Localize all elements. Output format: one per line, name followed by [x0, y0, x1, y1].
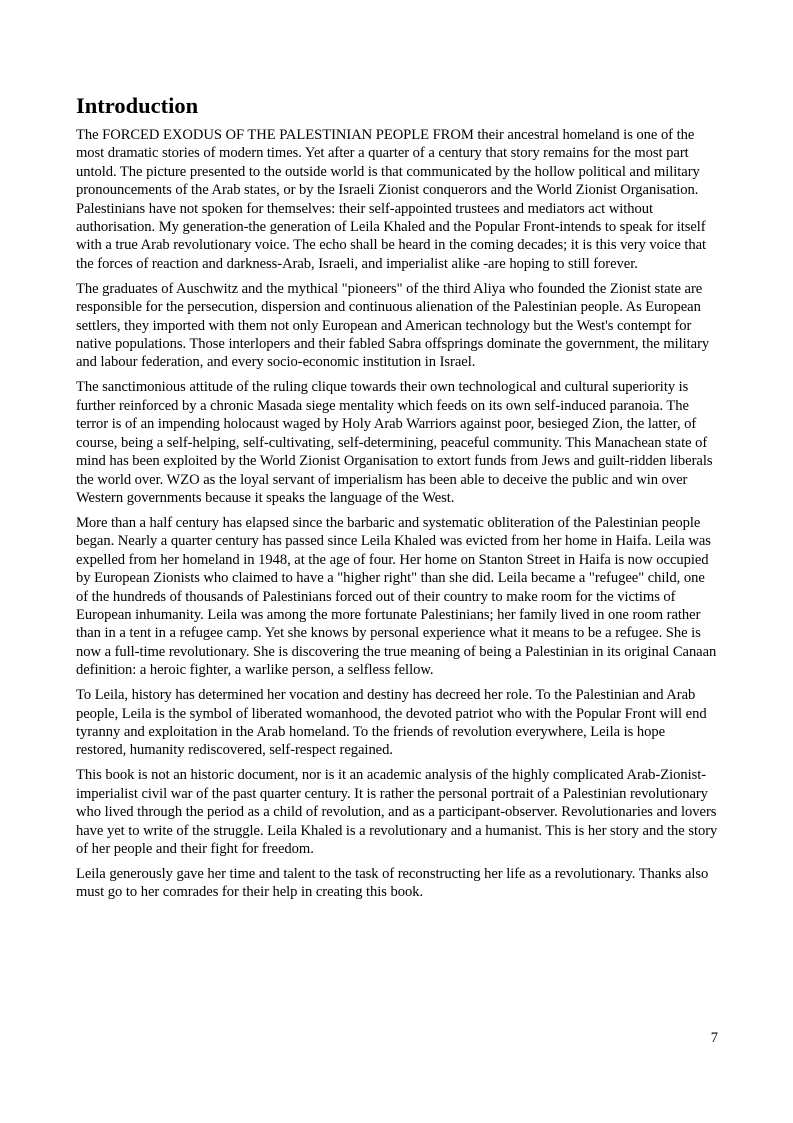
paragraph-7: Leila generously gave her time and talent to the task of reconstructing her life as a revolutionary. Thanks also must go to her comrades for their help in creating this book.	[76, 866, 709, 901]
paragraph-4: More than a half century has elapsed since the barbaric and systematic obliteration of the Palestinian people began. Nearly a quarter century has passed since Leila Khaled was evicted from her home in Haifa. Leila was expelled from her homeland in 1948, at the age of four. Her home on Stanton Street in Haifa is now occupied by European Zionists who claimed to have a "higher right" than she did. Leila became a "refugee" child, one of the hundreds of thousands of Palestinians forced out of their country to make room for the victims of European inhumanity. Leila was among the more fortunate Palestinians; her family lived in one room rather than in a tent in a refugee camp. Yet she knows by personal experience what it means to be a refugee. She is now a full-time revolutionary. She is discovering the true meaning of being a Palestinian in its original Canaan definition: a heroic fighter, a warlike person, a selfless fellow.	[76, 514, 717, 679]
page-number: 7	[710, 1030, 718, 1046]
paragraph-3: The sanctimonious attitude of the ruling clique towards their own technological and cultural superiority is further reinforced by a chronic Masada siege mentality which feeds on its own self-induced paranoia. The terror is of an impending holocaust waged by Holy Arab Warriors against poor, besieged Zion, the latter, of course, being a self-helping, self-cultivating, self-determining, peaceful community. This Manachean state of mind has been exploited by the World Zionist Organisation to extort funds from Jews and guilt-ridden liberals the world over. WZO as the loyal servant of imperialism has been able to deceive the public and win over Western governments because it speaks the language of the West.	[76, 379, 713, 506]
paragraph-5: To Leila, history has determined her vocation and destiny has decreed her role. To the Palestinian and Arab people, Leila is the symbol of liberated womanhood, the devoted patriot who with the Popular Front will end tyranny and exploitation in the Arab homeland. To the friends of revolution everywhere, Leila is hope restored, humanity rediscovered, self-respect regained.	[76, 687, 707, 759]
section-heading: Introduction	[76, 93, 199, 118]
document-page	[76, 92, 718, 908]
paragraph-1: The FORCED EXODUS OF THE PALESTINIAN PEOPLE FROM their ancestral homeland is one of the most dramatic stories of modern times. Yet after a quarter of a century that story remains for the most part untold. The picture presented to the outside world is that communicated by the hollow political and military pronouncements of the Arab states, or by the Israeli Zionist conquerors and the World Zionist Organisation. Palestinians have not spoken for themselves: their self-appointed trustees and mediators act without authorisation. My generation-the generation of Leila Khaled and the Popular Front-intends to speak for itself with a true Arab revolutionary voice. The echo shall be heard in the coming decades; it is this very voice that the forces of reaction and darkness-Arab, Israeli, and imperialist alike -are hoping to still forever.	[76, 127, 707, 272]
paragraph-2: The graduates of Auschwitz and the mythical "pioneers" of the third Aliya who founded the Zionist state are responsible for the persecution, dispersion and continuous alienation of the Palestinian people. As European settlers, they imported with them not only European and American technology but the West's contempt for native populations. Those interlopers and their fabled Sabra offsprings dominate the government, the military and labour federation, and every socio-economic institution in Israel.	[76, 280, 710, 371]
paragraph-6: This book is not an historic document, nor is it an academic analysis of the highly complicated Arab-Zionist-imperialist civil war of the past quarter century. It is rather the personal portrait of a Palestinian revolutionary who lived through the period as a child of revolution, and as a participant-observer. Revolutionaries and lovers have yet to write of the struggle. Leila Khaled is a revolutionary and a humanist. This is her story and the story of her people and their fight for freedom.	[76, 767, 718, 857]
